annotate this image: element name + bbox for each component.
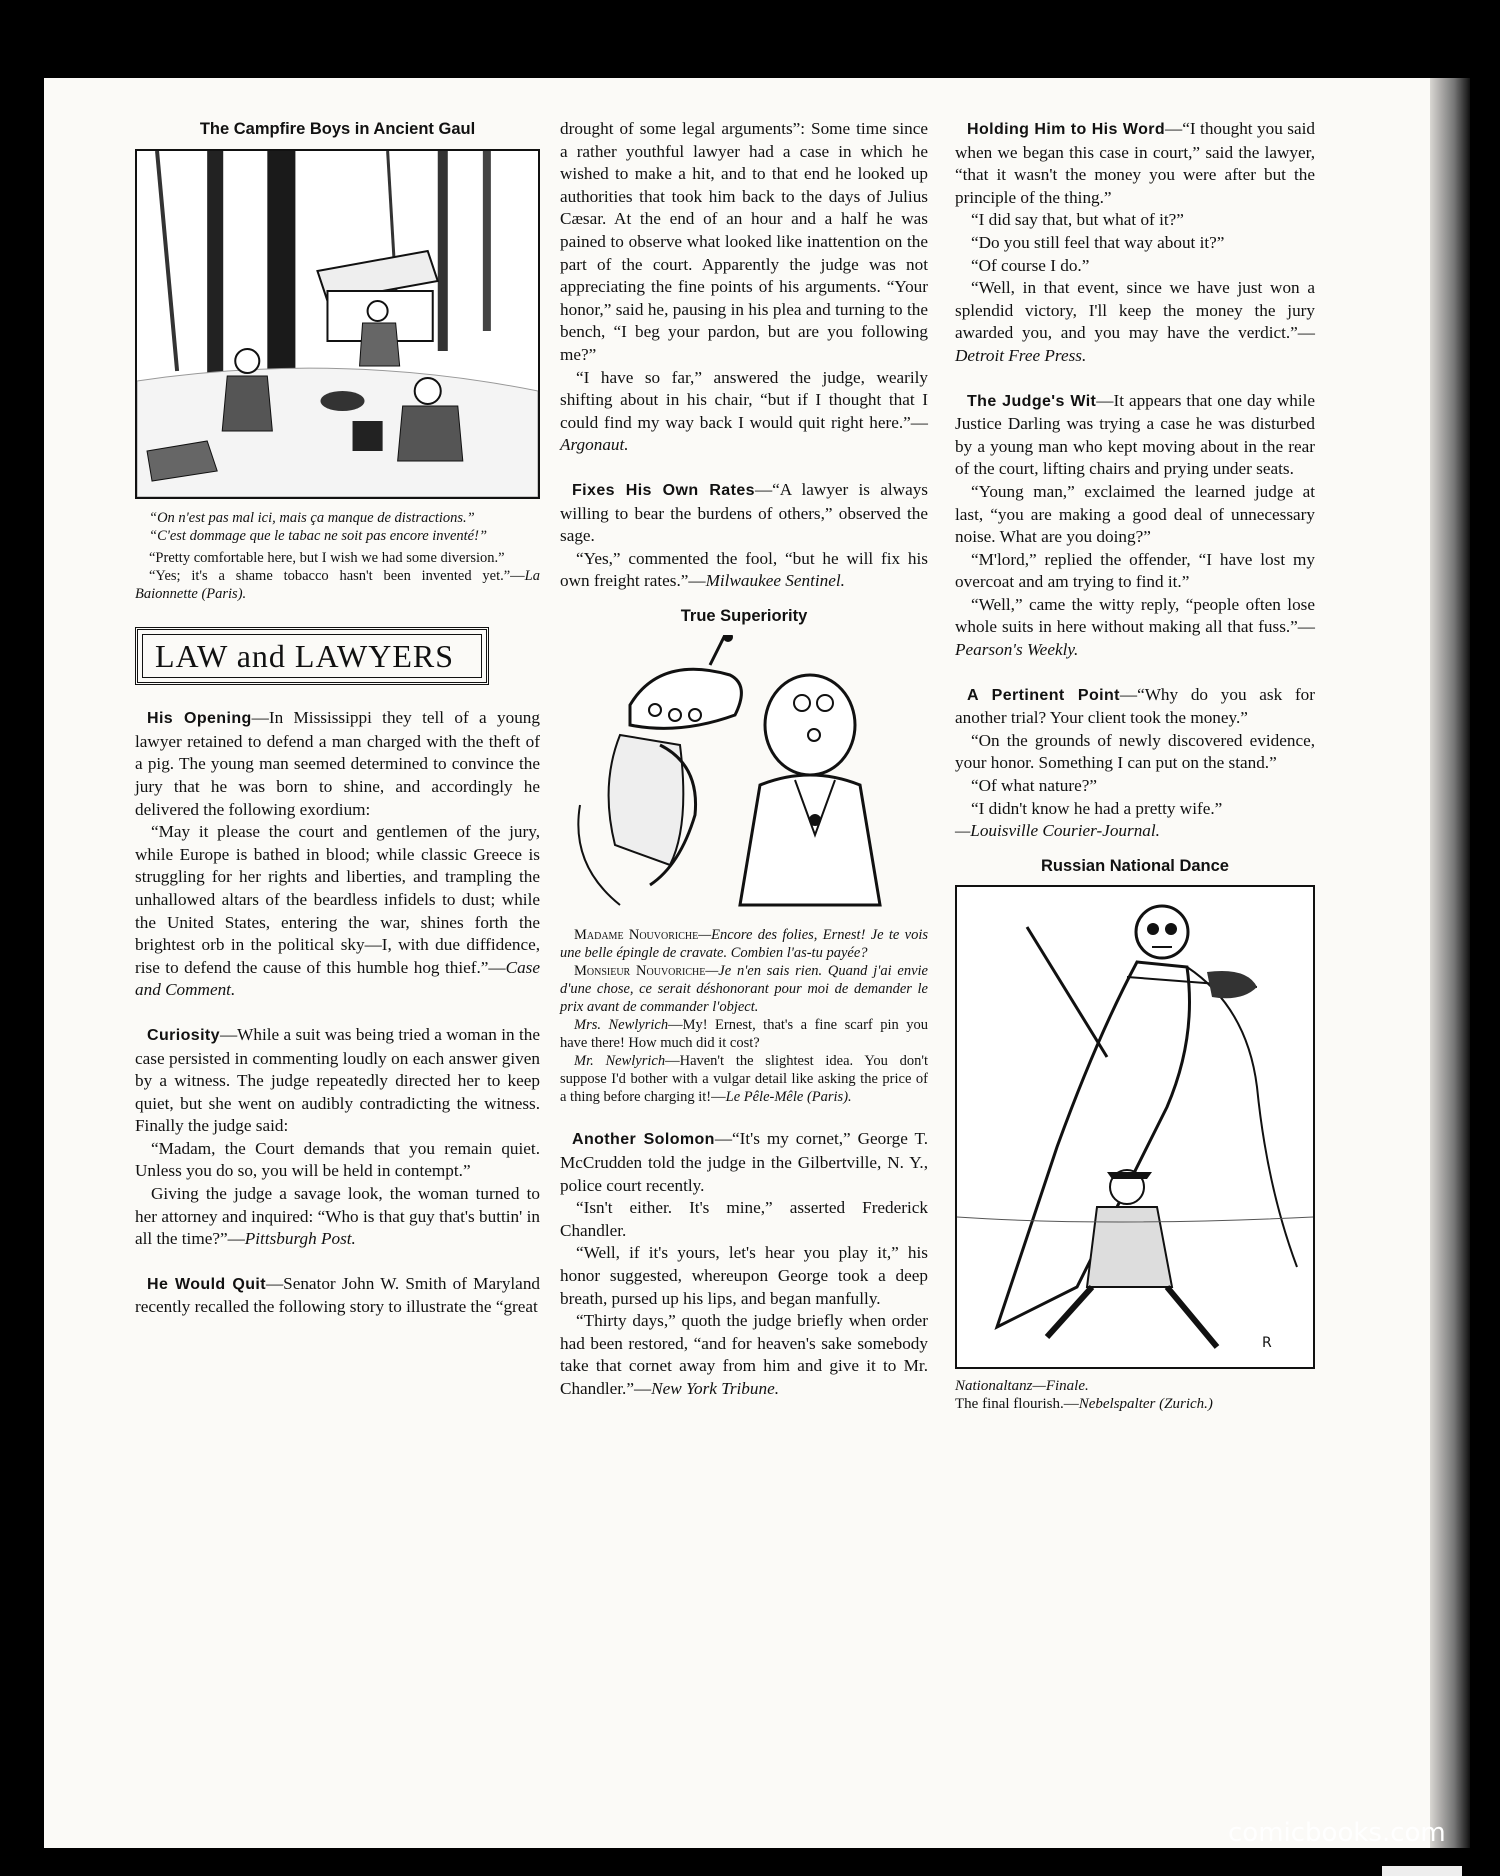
article-judges-wit: The Judge's Wit—It appears that one day while Justice Darling was trying a case he was disturbed by a young man who kept moving about in the rear of the court, lifting chairs and prying under seats. xyxy=(955,390,1315,479)
caption-line: Mrs. Newlyrich—My! Ernest, that's a fine scarf pin you have there! How much did it cost? xyxy=(560,1017,928,1052)
cartoon-superiority-image xyxy=(560,635,928,920)
paragraph: “Do you still feel that way about it?” xyxy=(971,232,1225,252)
article-another-solomon: Another Solomon—“It's my cornet,” George T. McCrudden told the judge in the Gilbertville, N. Y., police court recently. xyxy=(560,1129,928,1195)
column-left xyxy=(135,118,540,1319)
caption-source: La Baionnette (Paris). xyxy=(135,567,540,602)
caption-english-line-2: “Yes; it's a shame tobacco hasn't been invented yet.”—La Baionnette (Paris). xyxy=(135,567,540,602)
article-his-opening: His Opening—In Mississippi they tell of a young lawyer retained to defend a man charged with the theft of a pig. The young man seemed determined to convince the jury that he was born to shine, and accordingly he delivered the following exordium: xyxy=(135,708,540,819)
spacer xyxy=(955,843,1315,855)
spacer xyxy=(955,662,1315,684)
paragraph: “I didn't know he had a pretty wife.” xyxy=(971,798,1223,818)
paragraph: drought of some legal arguments”: Some time since a rather youthful lawyer had a case in which he wished to make a hit, and to that end he looked up authorities that took him back to the days of Julius Cæsar. At the end of an hour and a half he was pained to observe what looked like inattention on the part of the court. Apparently the judge was not appreciating the fine points of his arguments. “Your honor,” said he, pausing in his plea and turning to the bench, “I beg your pardon, but are you following me?” xyxy=(560,119,928,364)
caption-line: Nationaltanz—Finale. xyxy=(955,1378,1089,1395)
cartoon-caption-campfire xyxy=(135,509,540,603)
article-pertinent-point: A Pertinent Point—“Why do you ask for another trial? Your client took the money.” xyxy=(955,684,1315,728)
paragraph: “Well, in that event, since we have just won a splendid victory, I'll keep the money the jury awarded you, and you may have the verdict.”—Detroit Free Press. xyxy=(955,278,1315,365)
spacer xyxy=(560,1106,928,1128)
column-middle xyxy=(560,118,928,1401)
paragraph: Giving the judge a savage look, the woman turned to her attorney and inquired: “Who is that guy that's buttin' in all the time?”—Pittsburgh Post. xyxy=(135,1184,540,1249)
caption-french-line-1: “On n'est pas mal ici, mais ça manque de distractions.” xyxy=(149,509,475,526)
spacer xyxy=(560,457,928,479)
article-curiosity: Curiosity—While a suit was being tried a woman in the case persisted in commenting loudly on each answer given by a witness. The judge repeatedly directed her to keep quiet, but she went on audibly contradicting the witness. Finally the judge said: xyxy=(135,1024,540,1136)
article-holding-him-to-word: Holding Him to His Word—“I thought you said when we began this case in court,” said the lawyer, “that it wasn't the money you were after but the principle of the thing.” xyxy=(955,119,1315,207)
watermark-text: comicbooks.com xyxy=(1228,1818,1446,1848)
article-heading: The Judge's Wit xyxy=(967,392,1097,410)
spacer xyxy=(135,1251,540,1273)
paragraph: “Isn't either. It's mine,” asserted Frederick Chandler. xyxy=(560,1198,928,1240)
caption-line: Mr. Newlyrich—Haven't the slightest idea. You don't suppose I'd bother with a vulgar detail like asking the price of a thing before charging it!—Le Pêle-Mêle (Paris). xyxy=(560,1053,929,1106)
article-heading: He Would Quit xyxy=(147,1275,266,1293)
caption-french-line-2: “C'est dommage que le tabac ne soit pas encore inventé!” xyxy=(149,527,488,544)
corner-strip xyxy=(1382,1866,1462,1876)
caption-english-line-1: “Pretty comfortable here, but I wish we had some diversion.” xyxy=(149,549,505,566)
paragraph: “On the grounds of newly discovered evidence, your honor. Something I can put on the stand.” xyxy=(955,730,1315,773)
caption-line: Monsieur Nouvoriche—Je n'en sais rien. Quand j'ai envie d'une chose, ce serait déshonorant pour moi de demander le prix avant de commander l'object. xyxy=(560,963,928,1016)
paragraph: “Young man,” exclaimed the learned judge at last, “you are making a good deal of unnecessary noise. What are you doing?” xyxy=(955,481,1315,547)
article-heading: His Opening xyxy=(147,710,252,728)
paragraph: “I did say that, but what of it?” xyxy=(971,210,1184,230)
cartoon-title-superiority: True Superiority xyxy=(680,606,808,625)
svg-text:R: R xyxy=(1262,1335,1272,1352)
book-spine-edge xyxy=(1430,78,1470,1848)
paragraph: “M'lord,” replied the offender, “I have lost my overcoat and am trying to find it.” xyxy=(955,549,1315,592)
spacer xyxy=(135,1002,540,1024)
article-he-would-quit: He Would Quit—Senator John W. Smith of Maryland recently recalled the following story to illustrate the “great xyxy=(135,1273,541,1317)
article-heading: A Pertinent Point xyxy=(967,686,1120,704)
cartoon-caption-russian-dance xyxy=(955,1377,1315,1413)
spacer xyxy=(955,368,1315,390)
paragraph: “May it please the court and gentlemen of the jury, while Europe is bathed in blood; while classic Greece is struggling for her rights and liberties, and trampling the unhallowed altars of the beardless infidels to dust; while the United States, entering the war, shines forth the brightest orb in the political sky—I, with due diffidence, rise to defend the cause of this humble hog thief.”—Case and Comment. xyxy=(135,822,540,1000)
paragraph: “Of course I do.” xyxy=(971,255,1090,275)
cartoon-title-campfire: The Campfire Boys in Ancient Gaul xyxy=(199,120,476,138)
paragraph: “Well, if it's yours, let's hear you play it,” his honor suggested, whereupon George took a deep breath, pursed up his lips, and began manfully. xyxy=(560,1243,928,1308)
paragraph: “Yes,” commented the fool, “but he will fix his own freight rates.”—Milwaukee Sentinel. xyxy=(560,548,928,591)
caption-line: The final flourish.—Nebelspalter (Zurich.) xyxy=(955,1396,1213,1413)
article-heading: Holding Him to His Word xyxy=(967,121,1166,138)
paragraph: “I have so far,” answered the judge, wearily shifting about in his chair, “but if I thought that I could find my way back I would quit right here.”—Argonaut. xyxy=(560,367,928,455)
paragraph-source: —Louisville Courier-Journal. xyxy=(955,821,1160,841)
article-heading: Fixes His Own Rates xyxy=(572,481,755,499)
cartoon-campfire-image xyxy=(135,149,540,499)
column-right xyxy=(955,118,1315,1413)
section-banner xyxy=(135,627,489,686)
paragraph: “Madam, the Court demands that you remain quiet. Unless you do so, you will be held in contempt.” xyxy=(135,1138,540,1181)
article-fixes-own-rates: Fixes His Own Rates—“A lawyer is always willing to bear the burdens of others,” observed the sage. xyxy=(560,479,928,546)
cartoon-caption-superiority xyxy=(560,926,928,1106)
paragraph: “Of what nature?” xyxy=(971,776,1097,796)
cartoon-title-russian-dance: Russian National Dance xyxy=(1041,856,1229,875)
spacer xyxy=(560,593,928,605)
cartoon-russian-dance-image xyxy=(955,885,1315,1369)
article-heading: Another Solomon xyxy=(572,1131,715,1149)
article-heading: Curiosity xyxy=(147,1026,220,1044)
paragraph: “Well,” came the witty reply, “people often lose whole suits in here without making all that fuss.”—Pearson's Weekly. xyxy=(955,594,1315,660)
caption-line: Madame Nouvoriche—Encore des folies, Ernest! Je te vois une belle épingle de cravate. Combien l'as-tu payée? xyxy=(560,927,928,962)
section-banner-title: LAW and LAWYERS xyxy=(142,634,482,679)
paragraph: “Thirty days,” quoth the judge briefly when order had been restored, “and for heaven's sake somebody take that cornet away from him and give it to Mr. Chandler.”—New York Tribune. xyxy=(560,1311,928,1398)
